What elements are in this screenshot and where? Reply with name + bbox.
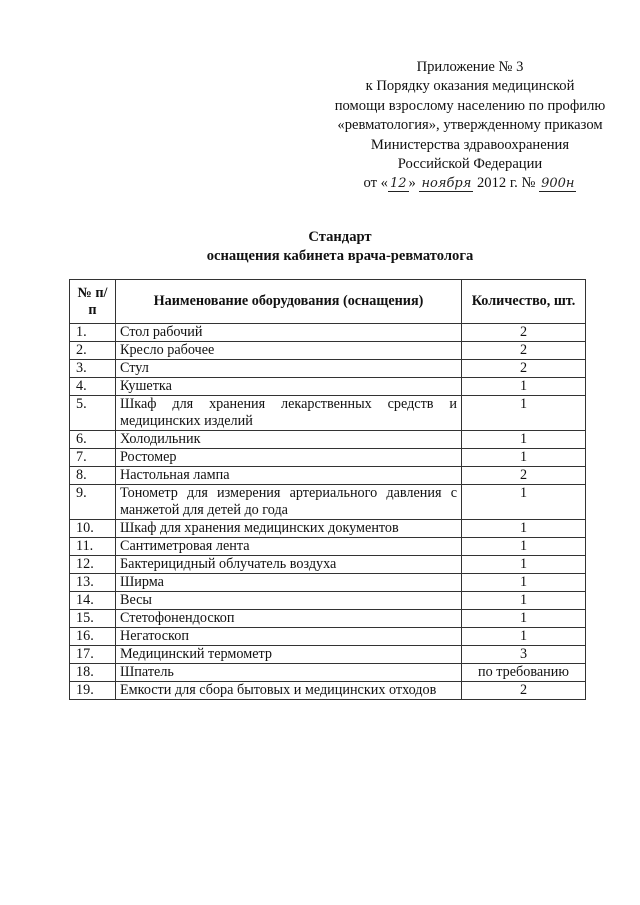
row-name: Сантиметровая лента [116,538,462,556]
title-line-2: оснащения кабинета врача-ревматолога [206,248,474,265]
row-number: 9. [70,485,116,520]
row-number: 14. [70,592,116,610]
row-name: Шкаф для хранения медицинских документов [116,520,462,538]
table-row [70,628,586,646]
table-row [70,610,586,628]
handwritten-month: ноября [421,176,472,192]
row-name: Шпатель [116,664,462,682]
document-title [0,228,640,267]
row-number: 6. [70,431,116,449]
row-quantity: 1 [462,485,586,520]
row-quantity: 1 [462,574,586,592]
row-number: 11. [70,538,116,556]
table-row [70,556,586,574]
row-quantity: по требованию [462,664,586,682]
row-quantity: 1 [462,520,586,538]
table-row [70,431,586,449]
row-number: 17. [70,646,116,664]
header-qty: Количество, шт. [462,280,586,324]
table-row [70,360,586,378]
row-name: Негатоскоп [116,628,462,646]
row-quantity: 1 [462,449,586,467]
table-body [70,324,586,700]
row-quantity: 3 [462,646,586,664]
row-quantity: 1 [462,628,586,646]
row-name: Стул [116,360,462,378]
row-name: Стетофонендоскоп [116,610,462,628]
table-row [70,324,586,342]
appendix-header [300,58,640,194]
row-number: 15. [70,610,116,628]
row-number: 4. [70,378,116,396]
row-number: 12. [70,556,116,574]
table-row [70,592,586,610]
row-quantity: 2 [462,682,586,700]
table-row [70,538,586,556]
row-number: 3. [70,360,116,378]
row-name: Бактерицидный облучатель воздуха [116,556,462,574]
table-row [70,449,586,467]
table-row [70,396,586,431]
row-name: Шкаф для хранения лекарственных средств и медицинских изделий [116,396,462,431]
row-name: Медицинский термометр [116,646,462,664]
row-name: Настольная лампа [116,467,462,485]
row-name: Холодильник [116,431,462,449]
row-number: 8. [70,467,116,485]
appendix-date-line [300,174,640,193]
row-quantity: 1 [462,592,586,610]
row-quantity: 1 [462,610,586,628]
row-quantity: 1 [462,538,586,556]
row-name: Тонометр для измерения артериального давления с манжетой для детей до года [116,485,462,520]
row-quantity: 2 [462,467,586,485]
row-quantity: 1 [462,396,586,431]
table-row [70,467,586,485]
table-row [70,520,586,538]
table-row [70,378,586,396]
appendix-line: Приложение № 3 [416,59,524,75]
row-number: 10. [70,520,116,538]
row-number: 16. [70,628,116,646]
row-number: 1. [70,324,116,342]
row-quantity: 2 [462,360,586,378]
table-header-row [70,280,586,324]
row-quantity: 1 [462,378,586,396]
date-prefix: от « [363,175,388,192]
row-quantity: 2 [462,342,586,360]
row-number: 2. [70,342,116,360]
appendix-line: к Порядку оказания медицинской [365,78,575,95]
row-number: 5. [70,396,116,431]
row-name: Кресло рабочее [116,342,462,360]
table-row [70,646,586,664]
handwritten-order-number: 900н [541,176,575,192]
row-number: 19. [70,682,116,700]
appendix-line: помощи взрослому населению по профилю [334,97,606,114]
row-name: Стол рабочий [116,324,462,342]
row-name: Емкости для сбора бытовых и медицинских отходов [116,682,462,700]
row-name: Ростомер [116,449,462,467]
header-num: № п/п [70,280,116,324]
header-name: Наименование оборудования (оснащения) [116,280,462,324]
row-quantity: 1 [462,556,586,574]
appendix-line: «ревматология», утвержденному приказом [337,117,603,134]
date-year: 2012 г. № [477,175,536,192]
row-name: Весы [116,592,462,610]
table-row [70,664,586,682]
handwritten-day: 12 [389,176,407,192]
row-number: 18. [70,664,116,682]
table-row [70,485,586,520]
row-quantity: 1 [462,431,586,449]
appendix-line: Российской Федерации [397,156,543,173]
row-name: Кушетка [116,378,462,396]
row-name: Ширма [116,574,462,592]
row-number: 7. [70,449,116,467]
row-quantity: 2 [462,324,586,342]
table-row [70,342,586,360]
equipment-table [69,279,586,700]
table-row [70,574,586,592]
title-line-1: Стандарт [308,229,372,245]
date-mid: » [408,175,416,192]
table-row [70,682,586,700]
row-number: 13. [70,574,116,592]
appendix-line: Министерства здравоохранения [370,136,570,153]
